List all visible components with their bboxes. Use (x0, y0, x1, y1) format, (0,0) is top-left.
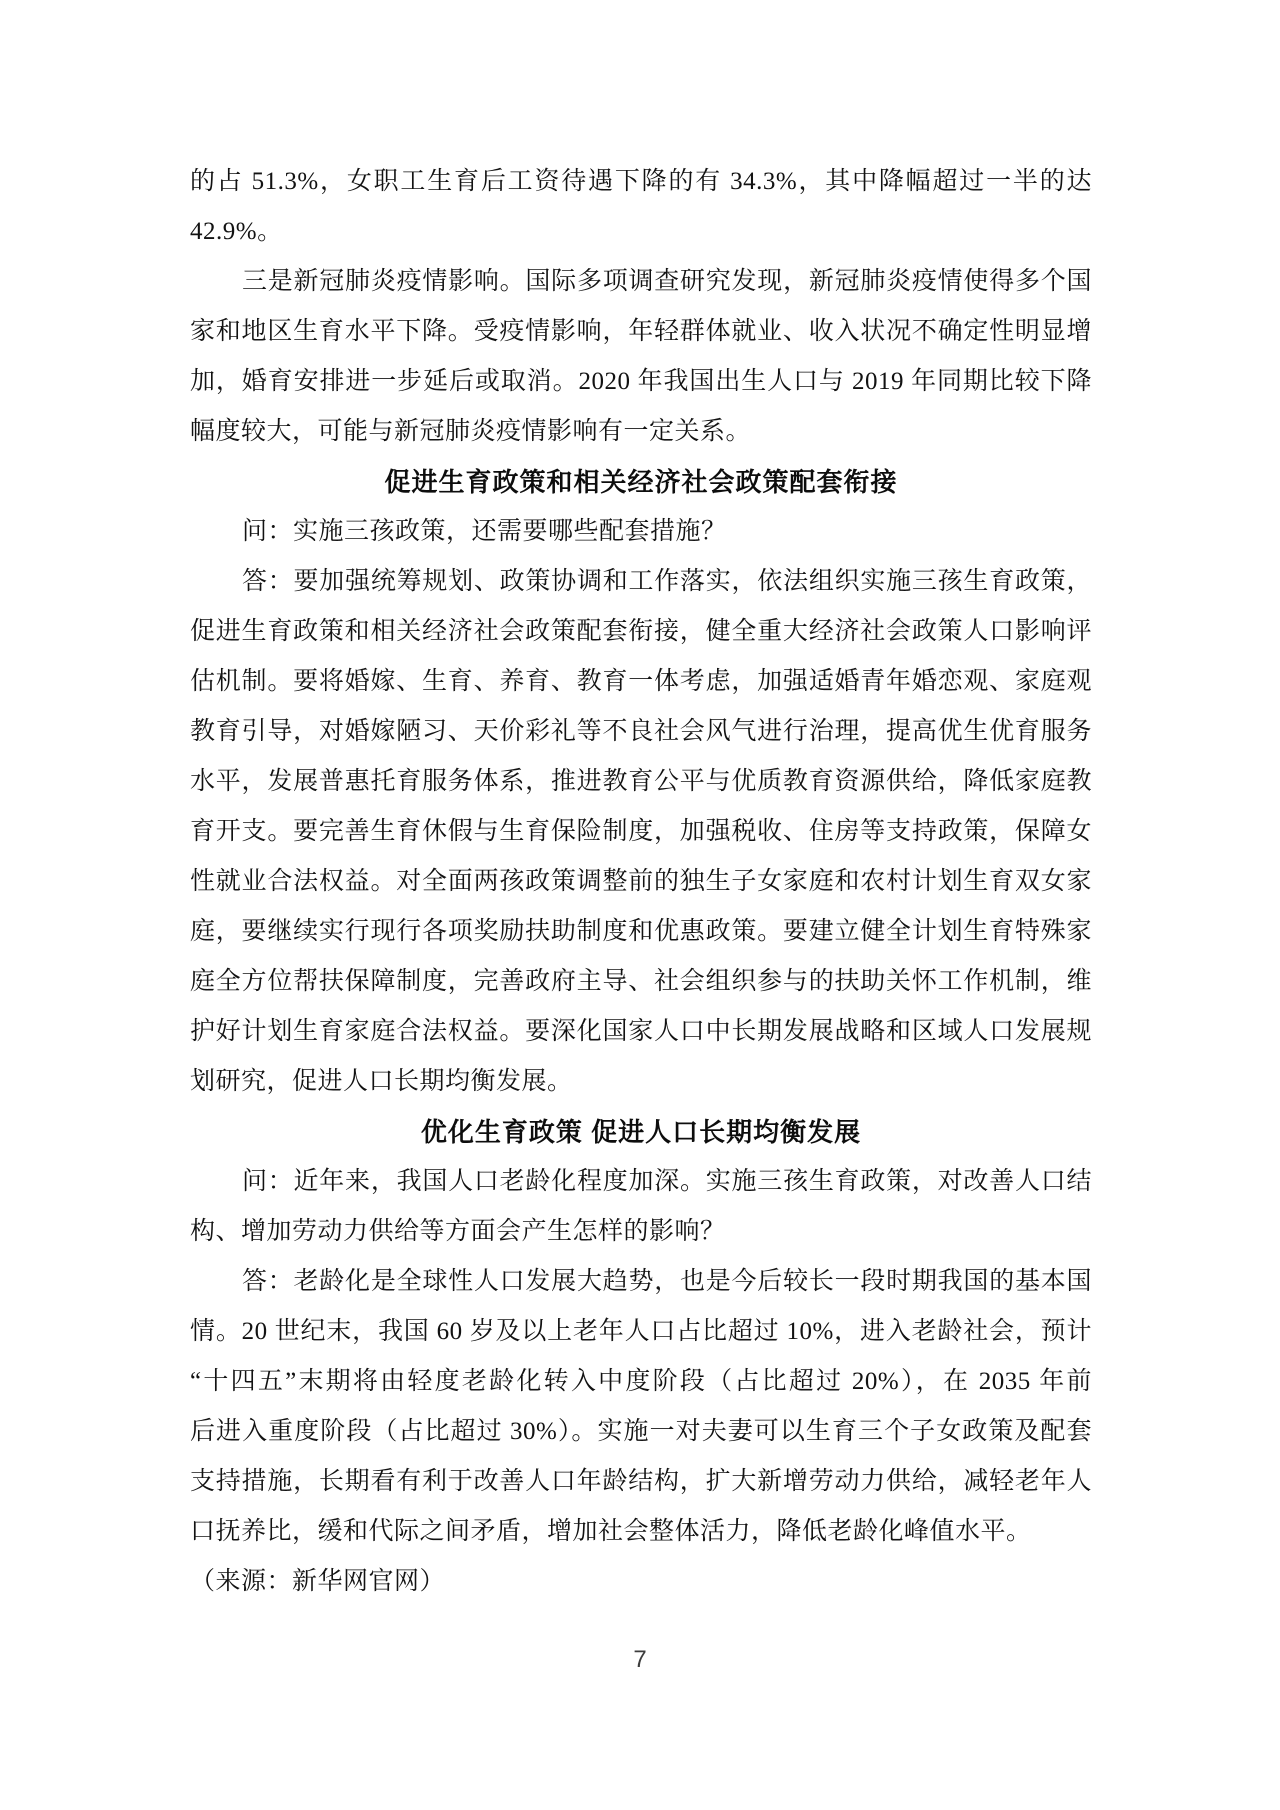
text-line: 教育引导，对婚嫁陋习、天价彩礼等不良社会风气进行治理，提高优生优育服务 (190, 718, 1092, 745)
text-line: 幅度较大，可能与新冠肺炎疫情影响有一定关系。 (190, 418, 752, 445)
text-line: 构、增加劳动力供给等方面会产生怎样的影响？ (190, 1218, 726, 1245)
text-line: 估机制。要将婚嫁、生育、养育、教育一体考虑，加强适婚青年婚恋观、家庭观 (190, 668, 1092, 695)
section-heading: 促进生育政策和相关经济社会政策配套衔接 (384, 467, 898, 497)
text-line: 性就业合法权益。对全面两孩政策调整前的独生子女家庭和农村计划生育双女家 (190, 868, 1092, 895)
text-line: 问：近年来，我国人口老龄化程度加深。实施三孩生育政策，对改善人口结 (242, 1168, 1092, 1195)
text-line: 水平，发展普惠托育服务体系，推进教育公平与优质教育资源供给，降低家庭教 (190, 768, 1092, 795)
text-line: 三是新冠肺炎疫情影响。国际多项调查研究发现，新冠肺炎疫情使得多个国 (242, 268, 1092, 295)
section-heading: 优化生育政策 促进人口长期均衡发展 (420, 1117, 862, 1147)
text-line: 后进入重度阶段（占比超过 30%）。实施一对夫妻可以生育三个子女政策及配套 (190, 1418, 1092, 1445)
text-line: 促进生育政策和相关经济社会政策配套衔接，健全重大经济社会政策人口影响评 (190, 618, 1092, 645)
text-line: 支持措施，长期看有利于改善人口年龄结构，扩大新增劳动力供给，减轻老年人 (190, 1468, 1092, 1495)
text-line: 的占 51.3%，女职工生育后工资待遇下降的有 34.3%，其中降幅超过一半的达 (190, 168, 1092, 195)
text-line: 42.9%。 (190, 218, 283, 245)
text-line: 划研究，促进人口长期均衡发展。 (190, 1068, 573, 1095)
text-line: 庭，要继续实行现行各项奖励扶助制度和优惠政策。要建立健全计划生育特殊家 (190, 918, 1092, 945)
text-line: 加，婚育安排进一步延后或取消。2020 年我国出生人口与 2019 年同期比较下降 (190, 368, 1092, 395)
text-line: 情。20 世纪末，我国 60 岁及以上老年人口占比超过 10%，进入老龄社会，预计 (190, 1318, 1092, 1345)
text-line: 育开支。要完善生育休假与生育保险制度，加强税收、住房等支持政策，保障女 (190, 818, 1092, 845)
text-line: 答：老龄化是全球性人口发展大趋势，也是今后较长一段时期我国的基本国 (242, 1268, 1092, 1295)
text-line: 庭全方位帮扶保障制度，完善政府主导、社会组织参与的扶助关怀工作机制，维 (190, 968, 1092, 995)
text-line: 口抚养比，缓和代际之间矛盾，增加社会整体活力，降低老龄化峰值水平。 (190, 1518, 1032, 1545)
text-line: 家和地区生育水平下降。受疫情影响，年轻群体就业、收入状况不确定性明显增 (190, 318, 1092, 345)
text-line: 答：要加强统筹规划、政策协调和工作落实，依法组织实施三孩生育政策， (242, 568, 1092, 595)
document-content (190, 157, 1092, 1607)
text-line: 护好计划生育家庭合法权益。要深化国家人口中长期发展战略和区域人口发展规 (190, 1018, 1092, 1045)
text-line: “十四五”末期将由轻度老龄化转入中度阶段（占比超过 20%），在 2035 年前 (190, 1368, 1092, 1395)
page-number: 7 (633, 1646, 647, 1673)
text-line: （来源：新华网官网） (190, 1568, 446, 1595)
text-line: 问：实施三孩政策，还需要哪些配套措施？ (242, 518, 727, 545)
